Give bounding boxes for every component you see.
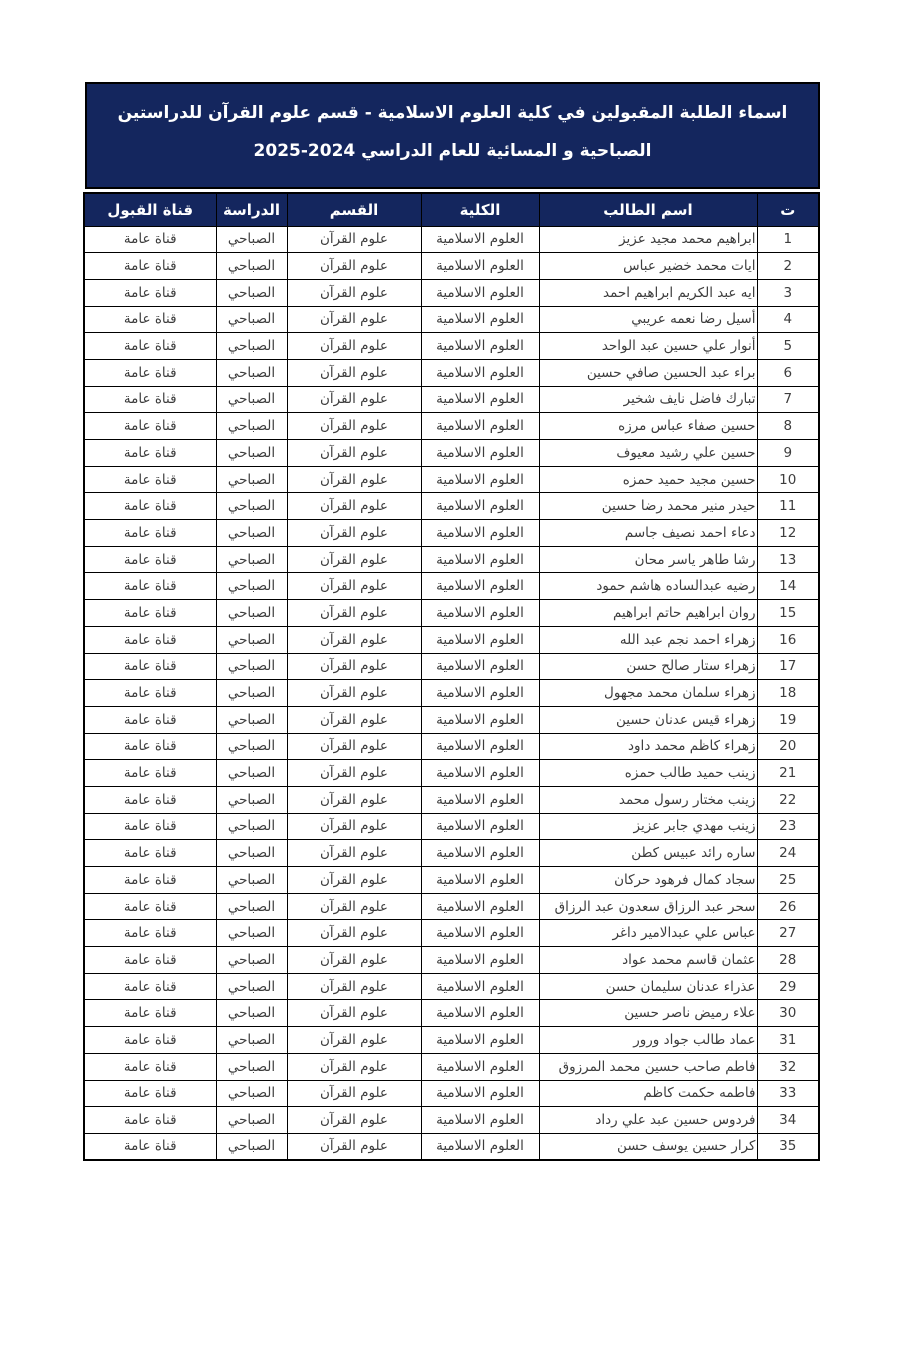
student-department-cell: علوم القرآن (287, 867, 421, 894)
table-row (84, 1000, 819, 1027)
row-number-cell: 23 (757, 813, 819, 840)
student-name-cell: فردوس حسين عبد علي رداد (539, 1107, 757, 1134)
table-row (84, 226, 819, 253)
student-name-cell: تبارك فاضل نايف شخير (539, 386, 757, 413)
academic-year: 2025-2024 (253, 141, 356, 162)
student-college-cell: العلوم الاسلامية (421, 546, 539, 573)
student-department-cell: علوم القرآن (287, 1080, 421, 1107)
student-study-cell: الصباحي (216, 226, 287, 253)
student-name-cell: رضيه عبدالساده هاشم حمود (539, 573, 757, 600)
table-body (84, 226, 819, 1160)
student-study-cell: الصباحي (216, 520, 287, 547)
student-name-cell: زينب حميد طالب حمزه (539, 760, 757, 787)
row-number-cell: 14 (757, 573, 819, 600)
student-channel-cell: قناة عامة (84, 653, 216, 680)
student-department-cell: علوم القرآن (287, 680, 421, 707)
student-department-cell: علوم القرآن (287, 546, 421, 573)
table-row (84, 573, 819, 600)
student-college-cell: العلوم الاسلامية (421, 733, 539, 760)
student-study-cell: الصباحي (216, 973, 287, 1000)
student-department-cell: علوم القرآن (287, 573, 421, 600)
student-department-cell: علوم القرآن (287, 279, 421, 306)
student-college-cell: العلوم الاسلامية (421, 786, 539, 813)
student-study-cell: الصباحي (216, 1000, 287, 1027)
student-channel-cell: قناة عامة (84, 440, 216, 467)
table-row (84, 413, 819, 440)
student-study-cell: الصباحي (216, 253, 287, 280)
row-number-cell: 2 (757, 253, 819, 280)
student-college-cell: العلوم الاسلامية (421, 1053, 539, 1080)
row-number-cell: 27 (757, 920, 819, 947)
student-college-cell: العلوم الاسلامية (421, 493, 539, 520)
row-number-cell: 24 (757, 840, 819, 867)
student-college-cell: العلوم الاسلامية (421, 1080, 539, 1107)
table-row (84, 893, 819, 920)
student-channel-cell: قناة عامة (84, 546, 216, 573)
student-name-cell: زهراء سلمان محمد مجهول (539, 680, 757, 707)
table-row (84, 440, 819, 467)
student-name-cell: أنوار علي حسين عبد الواحد (539, 333, 757, 360)
student-department-cell: علوم القرآن (287, 253, 421, 280)
table-row (84, 867, 819, 894)
student-college-cell: العلوم الاسلامية (421, 520, 539, 547)
table-row (84, 920, 819, 947)
student-college-cell: العلوم الاسلامية (421, 626, 539, 653)
row-number-cell: 13 (757, 546, 819, 573)
student-channel-cell: قناة عامة (84, 413, 216, 440)
student-channel-cell: قناة عامة (84, 279, 216, 306)
row-number-cell: 5 (757, 333, 819, 360)
student-college-cell: العلوم الاسلامية (421, 920, 539, 947)
student-name-cell: حسين صفاء عباس مرزه (539, 413, 757, 440)
student-channel-cell: قناة عامة (84, 1107, 216, 1134)
student-name-cell: عثمان قاسم محمد عواد (539, 947, 757, 974)
student-channel-cell: قناة عامة (84, 813, 216, 840)
student-name-cell: حيدر منير محمد رضا حسين (539, 493, 757, 520)
table-row (84, 733, 819, 760)
student-study-cell: الصباحي (216, 493, 287, 520)
table-row (84, 786, 819, 813)
student-channel-cell: قناة عامة (84, 306, 216, 333)
student-name-cell: فاطمه حكمت كاظم (539, 1080, 757, 1107)
student-name-cell: روان ابراهيم حاتم ابراهيم (539, 600, 757, 627)
student-college-cell: العلوم الاسلامية (421, 466, 539, 493)
student-name-cell: رشا طاهر ياسر محان (539, 546, 757, 573)
student-study-cell: الصباحي (216, 466, 287, 493)
student-name-cell: سجاد كمال فرهود حركان (539, 867, 757, 894)
student-college-cell: العلوم الاسلامية (421, 1027, 539, 1054)
student-name-cell: حسين علي رشيد معيوف (539, 440, 757, 467)
student-study-cell: الصباحي (216, 546, 287, 573)
student-department-cell: علوم القرآن (287, 1107, 421, 1134)
row-number-cell: 30 (757, 1000, 819, 1027)
row-number-cell: 1 (757, 226, 819, 253)
student-department-cell: علوم القرآن (287, 973, 421, 1000)
student-name-cell: علاء رميض ناصر حسين (539, 1000, 757, 1027)
table-row (84, 1027, 819, 1054)
student-channel-cell: قناة عامة (84, 1133, 216, 1160)
student-department-cell: علوم القرآن (287, 359, 421, 386)
student-name-cell: سحر عبد الرزاق سعدون عبد الرزاق (539, 893, 757, 920)
student-college-cell: العلوم الاسلامية (421, 1107, 539, 1134)
student-college-cell: العلوم الاسلامية (421, 706, 539, 733)
header-channel: قناة القبول (84, 193, 216, 226)
student-college-cell: العلوم الاسلامية (421, 840, 539, 867)
table-row (84, 253, 819, 280)
student-name-cell: براء عبد الحسين صافي حسين (539, 359, 757, 386)
table-header-row (84, 193, 819, 226)
student-name-cell: كرار حسين يوسف حسن (539, 1133, 757, 1160)
table-row (84, 600, 819, 627)
student-study-cell: الصباحي (216, 733, 287, 760)
student-college-cell: العلوم الاسلامية (421, 1000, 539, 1027)
student-channel-cell: قناة عامة (84, 893, 216, 920)
header-study: الدراسة (216, 193, 287, 226)
student-channel-cell: قناة عامة (84, 493, 216, 520)
student-channel-cell: قناة عامة (84, 600, 216, 627)
student-study-cell: الصباحي (216, 867, 287, 894)
student-study-cell: الصباحي (216, 413, 287, 440)
student-department-cell: علوم القرآن (287, 413, 421, 440)
student-channel-cell: قناة عامة (84, 1080, 216, 1107)
student-study-cell: الصباحي (216, 573, 287, 600)
student-study-cell: الصباحي (216, 626, 287, 653)
row-number-cell: 4 (757, 306, 819, 333)
student-channel-cell: قناة عامة (84, 386, 216, 413)
student-department-cell: علوم القرآن (287, 626, 421, 653)
student-study-cell: الصباحي (216, 600, 287, 627)
student-channel-cell: قناة عامة (84, 359, 216, 386)
row-number-cell: 17 (757, 653, 819, 680)
student-study-cell: الصباحي (216, 840, 287, 867)
student-department-cell: علوم القرآن (287, 1027, 421, 1054)
row-number-cell: 11 (757, 493, 819, 520)
student-college-cell: العلوم الاسلامية (421, 760, 539, 787)
row-number-cell: 8 (757, 413, 819, 440)
student-name-cell: ايات محمد خضير عباس (539, 253, 757, 280)
table-row (84, 760, 819, 787)
student-department-cell: علوم القرآن (287, 893, 421, 920)
student-department-cell: علوم القرآن (287, 1133, 421, 1160)
student-college-cell: العلوم الاسلامية (421, 226, 539, 253)
student-channel-cell: قناة عامة (84, 840, 216, 867)
student-department-cell: علوم القرآن (287, 493, 421, 520)
row-number-cell: 10 (757, 466, 819, 493)
row-number-cell: 34 (757, 1107, 819, 1134)
row-number-cell: 9 (757, 440, 819, 467)
student-college-cell: العلوم الاسلامية (421, 413, 539, 440)
student-college-cell: العلوم الاسلامية (421, 333, 539, 360)
table-row (84, 520, 819, 547)
table-row (84, 626, 819, 653)
student-name-cell: دعاء احمد نصيف جاسم (539, 520, 757, 547)
student-name-cell: فاطم صاحب حسين محمد المرزوق (539, 1053, 757, 1080)
student-name-cell: ابراهيم محمد مجيد عزيز (539, 226, 757, 253)
student-department-cell: علوم القرآن (287, 520, 421, 547)
table-row (84, 1080, 819, 1107)
student-study-cell: الصباحي (216, 947, 287, 974)
table-row (84, 840, 819, 867)
row-number-cell: 31 (757, 1027, 819, 1054)
student-department-cell: علوم القرآن (287, 386, 421, 413)
student-name-cell: زينب مهدي جابر عزيز (539, 813, 757, 840)
student-department-cell: علوم القرآن (287, 466, 421, 493)
student-department-cell: علوم القرآن (287, 760, 421, 787)
student-channel-cell: قناة عامة (84, 1053, 216, 1080)
student-college-cell: العلوم الاسلامية (421, 253, 539, 280)
student-name-cell: زهراء كاظم محمد داود (539, 733, 757, 760)
row-number-cell: 3 (757, 279, 819, 306)
student-college-cell: العلوم الاسلامية (421, 973, 539, 1000)
student-channel-cell: قناة عامة (84, 706, 216, 733)
title-block (85, 82, 820, 189)
student-study-cell: الصباحي (216, 1053, 287, 1080)
row-number-cell: 7 (757, 386, 819, 413)
student-channel-cell: قناة عامة (84, 333, 216, 360)
table-row (84, 466, 819, 493)
student-college-cell: العلوم الاسلامية (421, 573, 539, 600)
student-college-cell: العلوم الاسلامية (421, 600, 539, 627)
student-department-cell: علوم القرآن (287, 813, 421, 840)
table-row (84, 279, 819, 306)
student-study-cell: الصباحي (216, 813, 287, 840)
student-study-cell: الصباحي (216, 1080, 287, 1107)
page-title-text: اسماء الطلبة المقبولين في كلية العلوم الاسلامية - قسم علوم القرآن للدراستين الصباحية و المسائية للعام الدراسي (117, 103, 788, 162)
table-row (84, 680, 819, 707)
student-department-cell: علوم القرآن (287, 733, 421, 760)
document-sheet (85, 82, 820, 1161)
row-number-cell: 26 (757, 893, 819, 920)
student-study-cell: الصباحي (216, 706, 287, 733)
header-department: القسم (287, 193, 421, 226)
student-college-cell: العلوم الاسلامية (421, 440, 539, 467)
student-study-cell: الصباحي (216, 920, 287, 947)
student-study-cell: الصباحي (216, 386, 287, 413)
student-channel-cell: قناة عامة (84, 786, 216, 813)
student-channel-cell: قناة عامة (84, 626, 216, 653)
student-college-cell: العلوم الاسلامية (421, 386, 539, 413)
student-study-cell: الصباحي (216, 1133, 287, 1160)
student-department-cell: علوم القرآن (287, 1053, 421, 1080)
row-number-cell: 12 (757, 520, 819, 547)
student-department-cell: علوم القرآن (287, 653, 421, 680)
student-department-cell: علوم القرآن (287, 920, 421, 947)
row-number-cell: 20 (757, 733, 819, 760)
student-college-cell: العلوم الاسلامية (421, 893, 539, 920)
row-number-cell: 21 (757, 760, 819, 787)
student-channel-cell: قناة عامة (84, 1027, 216, 1054)
row-number-cell: 16 (757, 626, 819, 653)
header-name: اسم الطالب (539, 193, 757, 226)
student-channel-cell: قناة عامة (84, 760, 216, 787)
student-study-cell: الصباحي (216, 680, 287, 707)
student-channel-cell: قناة عامة (84, 733, 216, 760)
student-college-cell: العلوم الاسلامية (421, 653, 539, 680)
row-number-cell: 28 (757, 947, 819, 974)
table-row (84, 1053, 819, 1080)
student-department-cell: علوم القرآن (287, 1000, 421, 1027)
student-department-cell: علوم القرآن (287, 706, 421, 733)
student-name-cell: زهراء احمد نجم عبد الله (539, 626, 757, 653)
student-department-cell: علوم القرآن (287, 947, 421, 974)
table-row (84, 386, 819, 413)
student-channel-cell: قناة عامة (84, 947, 216, 974)
student-channel-cell: قناة عامة (84, 253, 216, 280)
student-college-cell: العلوم الاسلامية (421, 680, 539, 707)
student-college-cell: العلوم الاسلامية (421, 359, 539, 386)
student-name-cell: عماد طالب جواد ورور (539, 1027, 757, 1054)
student-name-cell: زهراء ستار صالح حسن (539, 653, 757, 680)
student-study-cell: الصباحي (216, 440, 287, 467)
student-name-cell: عباس علي عبدالامير داغر (539, 920, 757, 947)
student-name-cell: ايه عبد الكريم ابراهيم احمد (539, 279, 757, 306)
student-name-cell: ساره رائد عبيس كطن (539, 840, 757, 867)
table-row (84, 359, 819, 386)
student-department-cell: علوم القرآن (287, 786, 421, 813)
student-name-cell: زينب مختار رسول محمد (539, 786, 757, 813)
student-college-cell: العلوم الاسلامية (421, 306, 539, 333)
student-study-cell: الصباحي (216, 306, 287, 333)
student-department-cell: علوم القرآن (287, 226, 421, 253)
student-department-cell: علوم القرآن (287, 600, 421, 627)
row-number-cell: 32 (757, 1053, 819, 1080)
table-row (84, 973, 819, 1000)
student-college-cell: العلوم الاسلامية (421, 947, 539, 974)
table-row (84, 813, 819, 840)
student-study-cell: الصباحي (216, 653, 287, 680)
student-channel-cell: قناة عامة (84, 867, 216, 894)
table-header (84, 193, 819, 226)
table-row (84, 706, 819, 733)
student-name-cell: أسيل رضا نعمه عريبي (539, 306, 757, 333)
row-number-cell: 25 (757, 867, 819, 894)
student-channel-cell: قناة عامة (84, 680, 216, 707)
student-college-cell: العلوم الاسلامية (421, 279, 539, 306)
student-study-cell: الصباحي (216, 786, 287, 813)
student-study-cell: الصباحي (216, 279, 287, 306)
table-row (84, 546, 819, 573)
table-row (84, 1133, 819, 1160)
student-study-cell: الصباحي (216, 1107, 287, 1134)
row-number-cell: 22 (757, 786, 819, 813)
student-channel-cell: قناة عامة (84, 920, 216, 947)
student-channel-cell: قناة عامة (84, 520, 216, 547)
table-row (84, 493, 819, 520)
student-name-cell: حسين مجيد حميد حمزه (539, 466, 757, 493)
table-row (84, 1107, 819, 1134)
student-channel-cell: قناة عامة (84, 973, 216, 1000)
student-channel-cell: قناة عامة (84, 1000, 216, 1027)
row-number-cell: 29 (757, 973, 819, 1000)
table-row (84, 653, 819, 680)
row-number-cell: 19 (757, 706, 819, 733)
student-department-cell: علوم القرآن (287, 333, 421, 360)
student-study-cell: الصباحي (216, 333, 287, 360)
students-table (83, 192, 820, 1161)
student-channel-cell: قناة عامة (84, 226, 216, 253)
table-row (84, 333, 819, 360)
row-number-cell: 15 (757, 600, 819, 627)
student-department-cell: علوم القرآن (287, 840, 421, 867)
row-number-cell: 18 (757, 680, 819, 707)
student-college-cell: العلوم الاسلامية (421, 1133, 539, 1160)
student-department-cell: علوم القرآن (287, 306, 421, 333)
student-name-cell: زهراء قيس عدنان حسين (539, 706, 757, 733)
student-college-cell: العلوم الاسلامية (421, 813, 539, 840)
student-study-cell: الصباحي (216, 359, 287, 386)
header-college: الكلية (421, 193, 539, 226)
page-title (109, 94, 796, 171)
student-college-cell: العلوم الاسلامية (421, 867, 539, 894)
table-row (84, 947, 819, 974)
student-channel-cell: قناة عامة (84, 573, 216, 600)
student-channel-cell: قناة عامة (84, 466, 216, 493)
student-study-cell: الصباحي (216, 893, 287, 920)
student-study-cell: الصباحي (216, 1027, 287, 1054)
row-number-cell: 33 (757, 1080, 819, 1107)
student-name-cell: عذراء عدنان سليمان حسن (539, 973, 757, 1000)
row-number-cell: 6 (757, 359, 819, 386)
header-no: ت (757, 193, 819, 226)
student-study-cell: الصباحي (216, 760, 287, 787)
row-number-cell: 35 (757, 1133, 819, 1160)
table-row (84, 306, 819, 333)
student-department-cell: علوم القرآن (287, 440, 421, 467)
